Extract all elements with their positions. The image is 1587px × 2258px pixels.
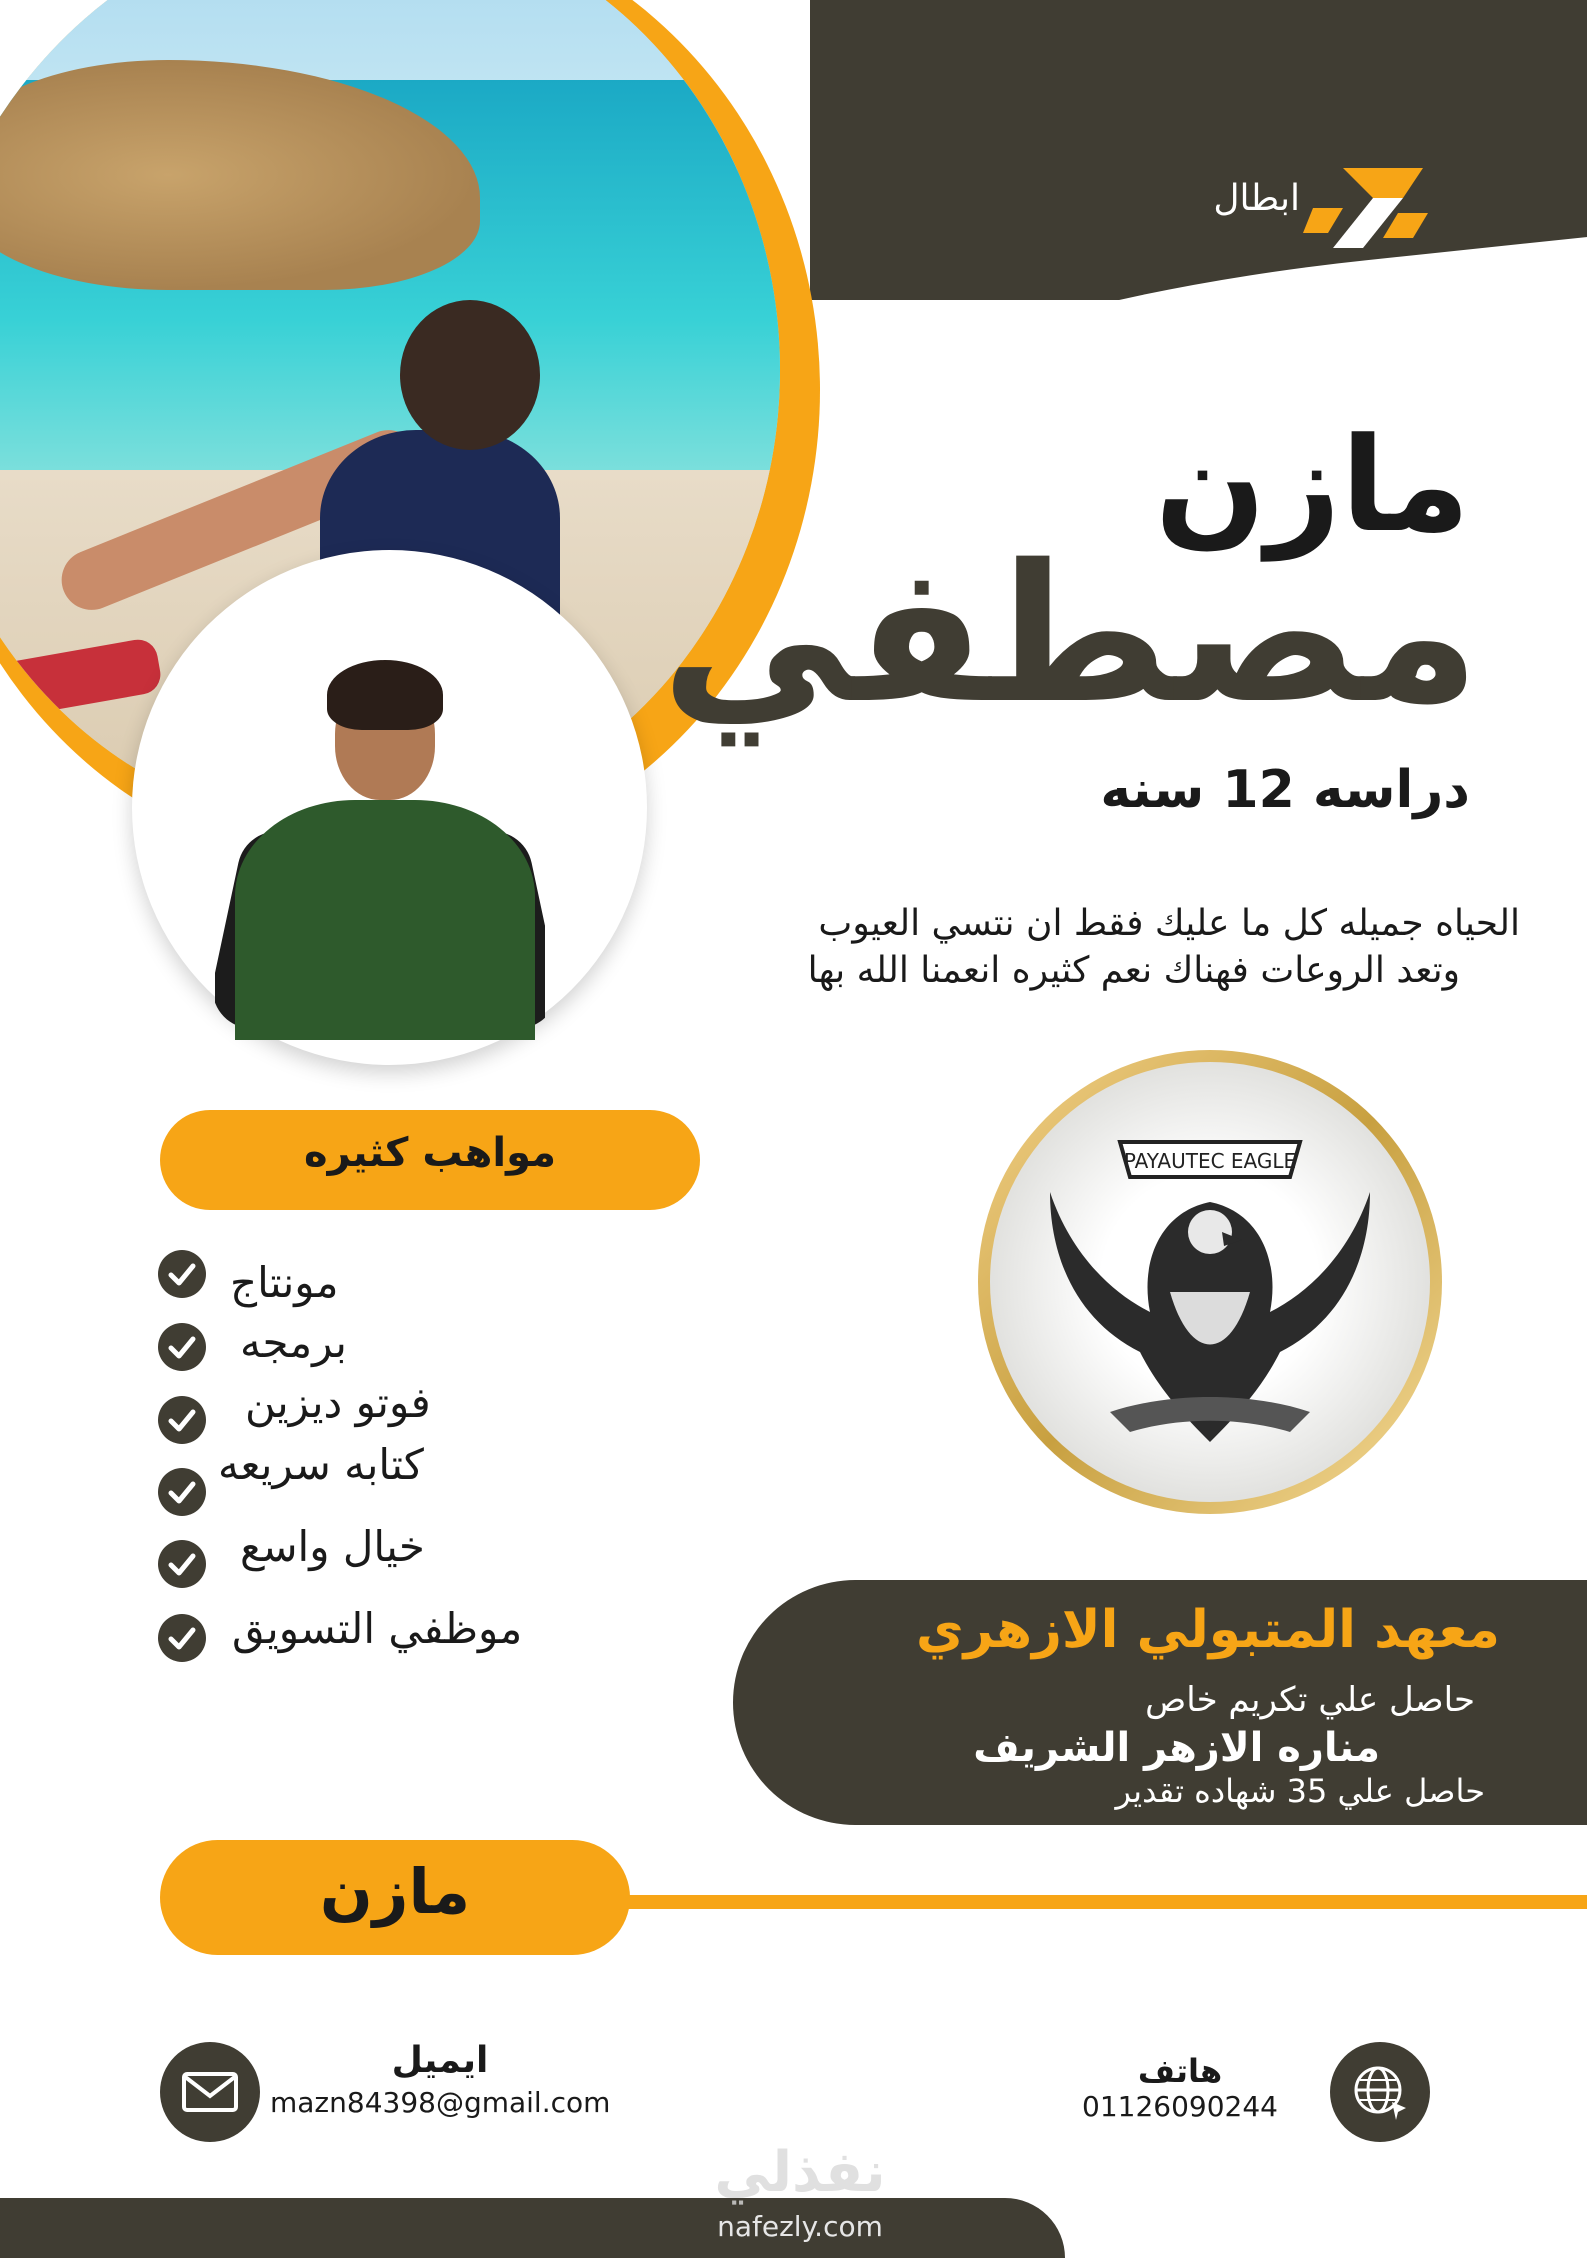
check-icon bbox=[158, 1323, 206, 1371]
talent-item: موظفي التسويق bbox=[232, 1604, 523, 1653]
phone-value[interactable]: 01126090244 bbox=[1082, 2090, 1278, 2123]
talents-title: مواهب كثيره bbox=[304, 1130, 556, 1176]
watermark-arabic: نفذلي bbox=[714, 2140, 886, 2205]
name-divider-line bbox=[620, 1895, 1587, 1909]
name-pill-label: مازن bbox=[319, 1855, 471, 1928]
check-icon bbox=[158, 1614, 206, 1662]
honor-line-1: حاصل علي تكريم خاص bbox=[1145, 1680, 1475, 1720]
emblem-label: PAYAUTEC EAGLE bbox=[1123, 1149, 1297, 1173]
mail-icon[interactable] bbox=[160, 2042, 260, 2142]
brand-name: ابطال bbox=[1213, 178, 1300, 219]
talent-item: برمجه bbox=[240, 1318, 347, 1367]
check-icon bbox=[158, 1540, 206, 1588]
check-icon bbox=[158, 1250, 206, 1298]
avatar bbox=[215, 660, 545, 1040]
age-line: دراسه 12 سنه bbox=[1100, 760, 1470, 820]
last-name: مصطفي bbox=[661, 524, 1480, 745]
email-value[interactable]: mazn84398@gmail.com bbox=[270, 2086, 611, 2119]
globe-icon[interactable] bbox=[1330, 2042, 1430, 2142]
talent-item: خيال واسع bbox=[240, 1522, 425, 1571]
talent-item: فوتو ديزين bbox=[245, 1378, 431, 1427]
email-label: ايميل bbox=[391, 2040, 489, 2081]
honor-line-2: مناره الازهر الشريف bbox=[973, 1725, 1380, 1771]
talent-item: كتابه سريعه bbox=[218, 1440, 424, 1489]
eagle-emblem-icon bbox=[990, 1062, 1430, 1502]
check-icon bbox=[158, 1468, 206, 1516]
honor-line-3: حاصل علي 35 شهاده تقدير bbox=[1115, 1772, 1485, 1810]
brand-logo-icon bbox=[1303, 158, 1433, 258]
quote-line-1: الحياه جميله كل ما عليك فقط ان نتسي العيوب bbox=[818, 903, 1520, 944]
watermark-latin: nafezly.com bbox=[717, 2210, 883, 2243]
check-icon bbox=[158, 1396, 206, 1444]
quote-line-2: وتعد الروعات فهناك نعم كثيره انعمنا الله بها bbox=[807, 950, 1460, 991]
first-name: مازن bbox=[1154, 409, 1470, 561]
school-name: معهد المتبولي الازهري bbox=[915, 1600, 1500, 1660]
talent-item: مونتاج bbox=[230, 1258, 339, 1307]
phone-label: هاتف bbox=[1137, 2052, 1223, 2090]
